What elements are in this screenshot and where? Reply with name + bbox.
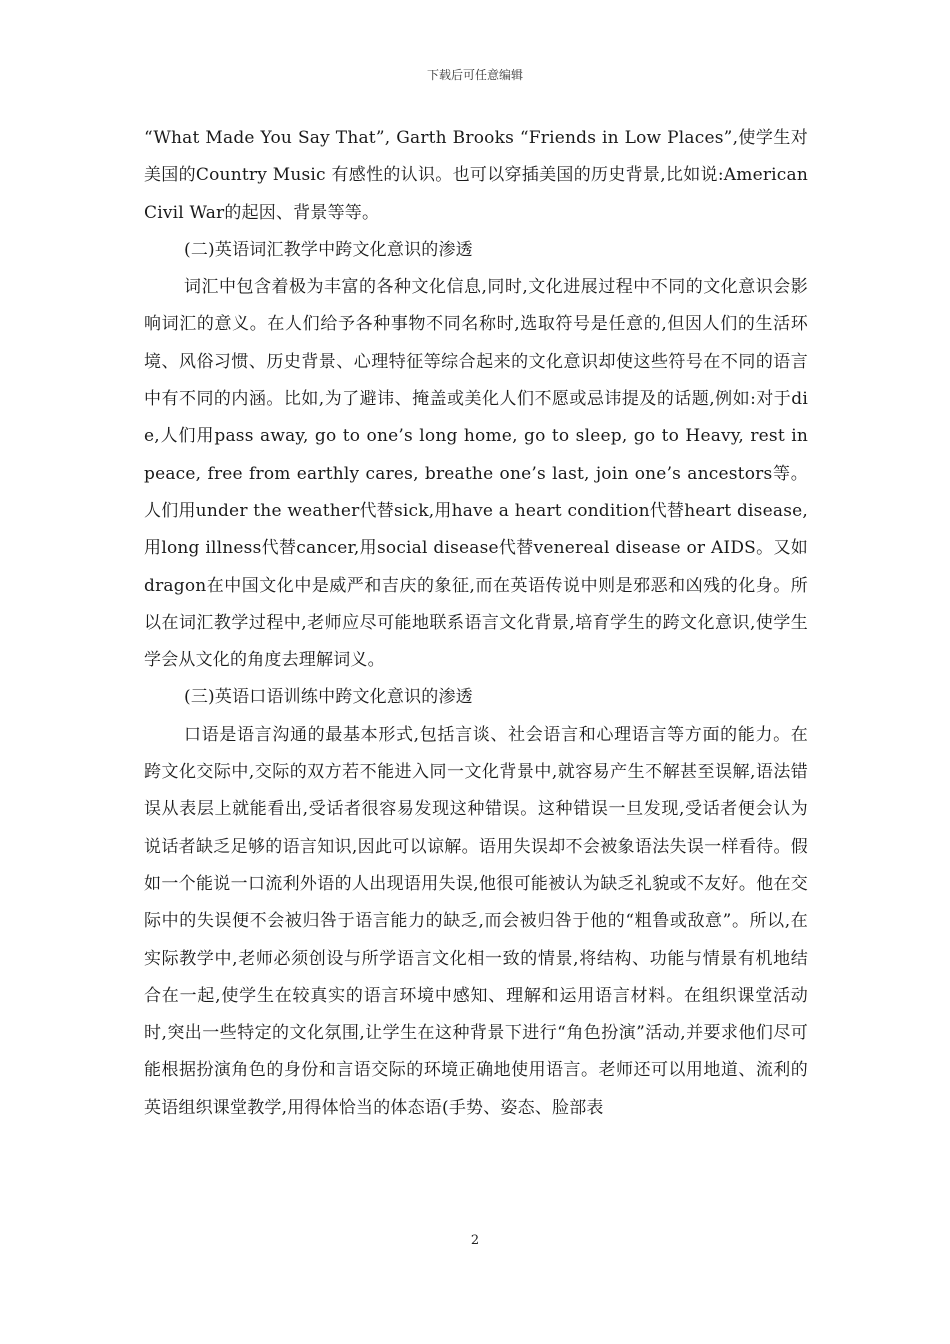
paragraph-continuation: “What Made You Say That”, Garth Brooks “Friends in Low Places”,使学生对美国的Country Music 有感性的认识。也可以穿插美国的历史背景,比如说:American Civil War的起因、背景等等。: [144, 128, 808, 223]
page-number: 2: [470, 1233, 480, 1248]
paragraph-vocabulary: 词汇中包含着极为丰富的各种文化信息,同时,文化进展过程中不同的文化意识会影响词汇的意义。在人们给予各种事物不同名称时,选取符号是任意的,但因人们的生活环境、风俗习惯、历史背景、心理特征等综合起来的文化意识却使这些符号在不同的语言中有不同的内涵。比如,为了避讳、掩盖或美化人们不愿或忌讳提及的话题,例如:对于die,人们用pass away, go to one’s long home, go to sleep, go to Heavy, rest in peace, free from earthly cares, breathe one’s last, join one’s ancestors等。人们用under the weather代替sick,用have a heart condition代替heart disease,用long illness代替cancer,用social disease代替venereal disease or AIDS。又如dragon在中国文化中是威严和吉庆的象征,而在英语传说中则是邪恶和凶残的化身。所以在词汇教学过程中,老师应尽可能地联系语言文化背景,培育学生的跨文化意识,使学生学会从文化的角度去理解词义。: [144, 277, 808, 671]
document-body: [144, 120, 808, 1127]
page-header: 下载后可任意编辑: [426, 68, 523, 82]
section-heading-vocabulary: (二)英语词汇教学中跨文化意识的渗透: [184, 239, 473, 260]
paragraph-oral: 口语是语言沟通的最基本形式,包括言谈、社会语言和心理语言等方面的能力。在跨文化交际中,交际的双方若不能进入同一文化背景中,就容易产生不解甚至误解,语法错误从表层上就能看出,受话者很容易发现这种错误。这种错误一旦发现,受话者便会认为说话者缺乏足够的语言知识,因此可以谅解。语用失误却不会被象语法失误一样看待。假如一个能说一口流利外语的人出现语用失误,他很可能被认为缺乏礼貌或不友好。他在交际中的失误便不会被归咎于语言能力的缺乏,而会被归咎于他的“粗鲁或敌意”。所以,在实际教学中,老师必须创设与所学语言文化相一致的情景,将结构、功能与情景有机地结合在一起,使学生在较真实的语言环境中感知、理解和运用语言材料。在组织课堂活动时,突出一些特定的文化氛围,让学生在这种背景下进行“角色扮演”活动,并要求他们尽可能根据扮演角色的身份和言语交际的环境正确地使用语言。老师还可以用地道、流利的英语组织课堂教学,用得体恰当的体态语(手势、姿态、脸部表: [144, 724, 808, 1118]
section-heading-oral: (三)英语口语训练中跨文化意识的渗透: [184, 687, 473, 708]
